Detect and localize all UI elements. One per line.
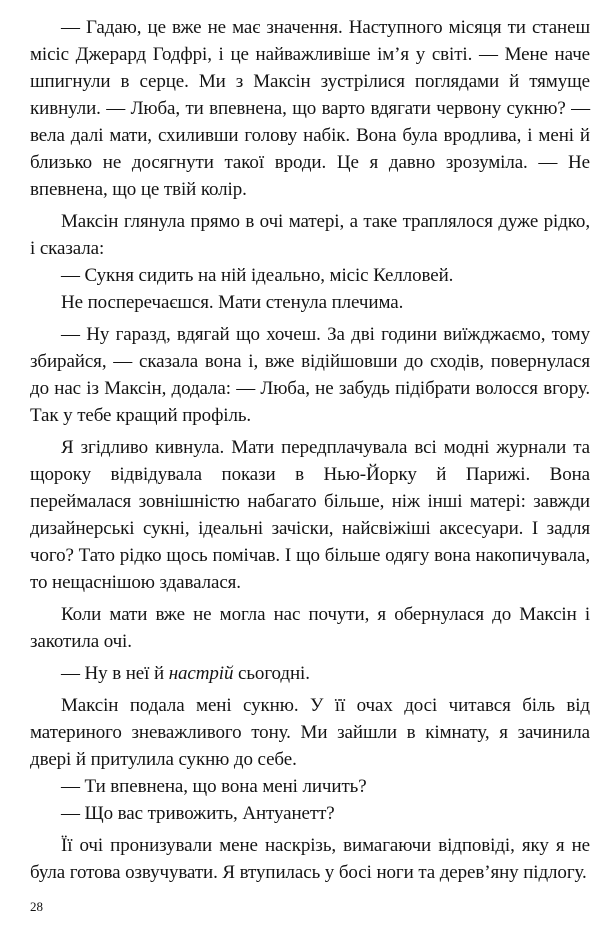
mood-line-emphasis: настрій [168,663,234,684]
paragraph: — Ти впевнена, що вона мені личить? [61,776,367,797]
paragraph: Максін глянула прямо в очі матері, а таке траплялося дуже рідко, і сказала: [30,211,590,259]
paragraph: — Гадаю, це вже не має значення. Наступного місяця ти станеш місіс Джерард Годфрі, і це найважливіше ім’я у світі. — Мене наче шпигнули в серце. Ми з Максін зустрілися поглядами й тямуще кивнули. — Люба, ти впевнена, що варто вдягати червону сукню? — вела далі мати, схиливши голову набік. Вона була вродлива, і мені й близько не досягнути такої вроди. Це я давно зрозуміла. — Не впевнена, що це твій колір. [30,17,590,200]
mood-line-after: сьогодні. [233,663,310,684]
paragraph: Її очі пронизували мене наскрізь, вимагаючи відповіді, яку я не була готова озвучувати. Я втупилась у босі ноги та дерев’яну підлогу. [30,835,590,883]
paragraph: Я згідливо кивнула. Мати передплачувала всі модні журнали та щороку відвідувала покази в Нью-Йорку й Парижі. Вона переймалася зовнішністю набагато більше, ніж інші матері: завжди дизайнерські сукні, ідеальні зачіски, найсвіжіші аксесуари. І задля чого? Тато рідко щось помічав. І що більше одягу вона накопичувала, то нещаснішою здавалася. [30,437,590,593]
paragraph: — Сукня сидить на ній ідеально, місіс Келловей. [61,265,454,286]
mood-line-before: — Ну в неї й [61,663,169,684]
page-body [30,14,590,886]
paragraph: Не посперечаєшся. Мати стенула плечима. [61,292,404,313]
paragraph: — Ну гаразд, вдягай що хочеш. За дві години виїжджаємо, тому збирайся, — сказала вона і, вже відійшовши до сходів, повернулася до нас із Максін, додала: — Люба, не забудь підібрати волосся вгору. Так у тебе кращий профіль. [30,324,590,426]
paragraph-mood-line [30,660,590,687]
paragraph: Максін подала мені сукню. У її очах досі читався біль від материного зневажливого тону. Ми зайшли в кімнату, я зачинила двері й притулила сукню до себе. [30,695,590,770]
paragraph: Коли мати вже не могла нас почути, я обернулася до Максін і закотила очі. [30,604,590,652]
page-number: 28 [30,899,43,914]
paragraph: — Що вас тривожить, Антуанетт? [61,803,335,824]
